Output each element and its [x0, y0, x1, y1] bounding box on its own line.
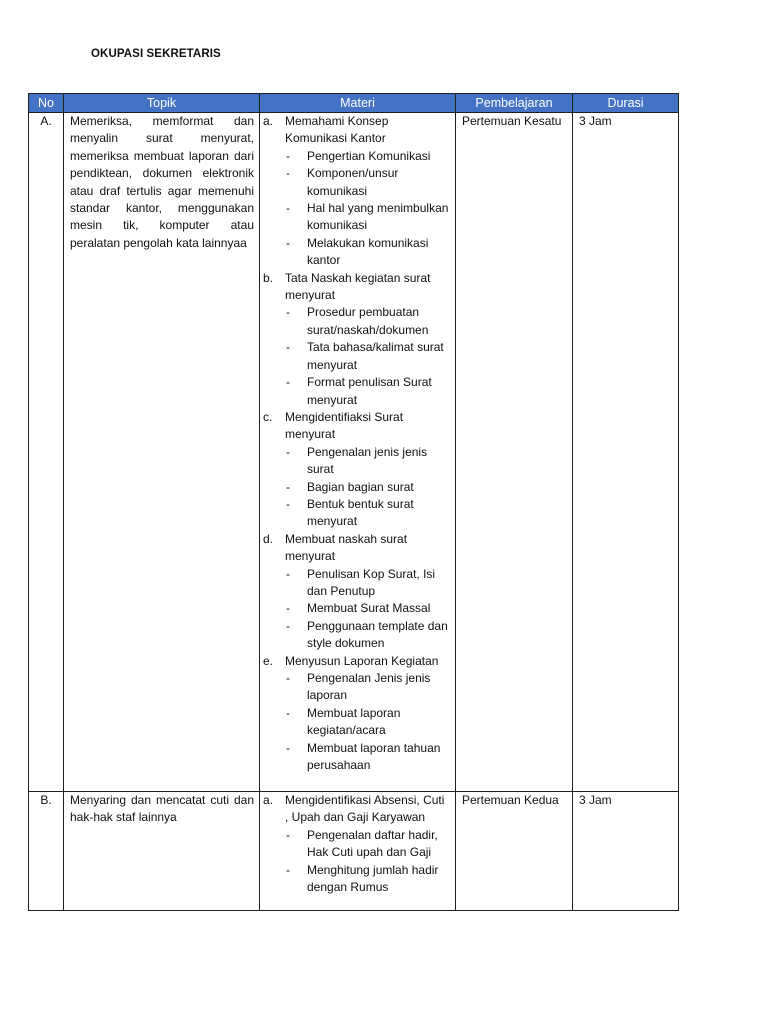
dash-bullet-icon: - — [286, 166, 290, 181]
materi-sub-text: Bagian bagian surat — [307, 479, 414, 494]
materi-sub-item — [285, 235, 450, 270]
materi-sub-item — [285, 339, 450, 374]
dash-bullet-icon: - — [286, 340, 290, 355]
dash-bullet-icon: - — [286, 740, 290, 755]
materi-sub-item — [285, 304, 450, 339]
header-materi: Materi — [260, 94, 456, 113]
materi-sub-item — [285, 444, 450, 479]
dash-bullet-icon: - — [286, 827, 290, 842]
materi-sub-list — [285, 566, 450, 653]
materi-sub-item — [285, 200, 450, 235]
materi-letter: b. — [263, 270, 274, 285]
dash-bullet-icon: - — [286, 148, 290, 163]
materi-title: Menyusun Laporan Kegiatan — [285, 653, 439, 668]
dash-bullet-icon: - — [286, 862, 290, 877]
materi-list — [263, 113, 450, 774]
materi-sub-text: Melakukan komunikasi kantor — [307, 235, 429, 268]
materi-sub-item — [285, 165, 450, 200]
materi-list — [263, 792, 450, 896]
materi-sub-list — [285, 444, 450, 531]
header-durasi: Durasi — [573, 94, 679, 113]
materi-sub-list — [285, 670, 450, 774]
materi-sub-text: Penggunaan template dan style dokumen — [307, 618, 448, 651]
dash-bullet-icon: - — [286, 496, 290, 511]
materi-letter: e. — [263, 653, 274, 668]
materi-sub-list — [285, 304, 450, 408]
materi-sub-text: Bentuk bentuk surat menyurat — [307, 496, 414, 529]
dash-bullet-icon: - — [286, 479, 290, 494]
materi-item — [263, 270, 450, 409]
materi-item — [263, 409, 450, 531]
materi-sub-item — [285, 827, 450, 862]
materi-sub-item — [285, 566, 450, 601]
materi-sub-list — [285, 148, 450, 270]
materi-sub-item — [285, 600, 450, 617]
materi-sub-text: Pengenalan jenis jenis surat — [307, 444, 428, 477]
materi-sub-text: Pengertian Komunikasi — [307, 148, 431, 163]
dash-bullet-icon: - — [286, 444, 290, 459]
materi-sub-item — [285, 496, 450, 531]
materi-title: Memahami Konsep Komunikasi Kantor — [285, 114, 389, 146]
materi-sub-text: Tata bahasa/kalimat surat menyurat — [307, 340, 444, 372]
materi-sub-text: Format penulisan Surat menyurat — [307, 375, 432, 407]
materi-sub-list — [285, 827, 450, 897]
cell-materi — [260, 792, 456, 911]
materi-sub-item — [285, 618, 450, 653]
dash-bullet-icon: - — [286, 705, 290, 720]
materi-item — [263, 792, 450, 896]
header-pembelajaran: Pembelajaran — [456, 94, 573, 113]
materi-item — [263, 113, 450, 270]
materi-sub-item — [285, 670, 450, 705]
materi-sub-text: Menghitung jumlah hadir dengan Rumus — [307, 862, 439, 895]
materi-sub-text: Membuat Surat Massal — [307, 601, 431, 616]
materi-sub-item — [285, 374, 450, 409]
header-no: No — [29, 94, 64, 113]
materi-title: Tata Naskah kegiatan surat menyurat — [285, 270, 431, 303]
materi-sub-item — [285, 479, 450, 496]
table-row — [29, 113, 679, 792]
cell-topik: Menyaring dan mencatat cuti dan hak-hak staf lainnya — [64, 792, 260, 911]
document-title: OKUPASI SEKRETARIS — [91, 48, 221, 60]
dash-bullet-icon: - — [286, 601, 290, 616]
materi-title: Mengidentifikasi Absensi, Cuti , Upah dan Gaji Karyawan — [285, 793, 445, 825]
materi-sub-item — [285, 862, 450, 897]
materi-item — [263, 653, 450, 775]
table-row — [29, 792, 679, 911]
cell-no: A. — [29, 113, 64, 792]
cell-pembelajaran: Pertemuan Kedua — [456, 792, 573, 911]
header-topik: Topik — [64, 94, 260, 113]
dash-bullet-icon: - — [286, 305, 290, 320]
materi-letter: a. — [263, 793, 274, 807]
cell-no: B. — [29, 792, 64, 911]
dash-bullet-icon: - — [286, 375, 290, 390]
materi-letter: a. — [263, 114, 274, 128]
materi-sub-text: Prosedur pembuatan surat/naskah/dokumen — [307, 305, 429, 337]
materi-title: Membuat naskah surat menyurat — [285, 531, 408, 564]
materi-sub-text: Hal hal yang menimbulkan komunikasi — [307, 201, 449, 233]
dash-bullet-icon: - — [286, 235, 290, 250]
materi-sub-item — [285, 740, 450, 775]
materi-letter: c. — [263, 409, 273, 424]
materi-sub-text: Membuat laporan tahuan perusahaan — [307, 740, 441, 773]
cell-durasi: 3 Jam — [573, 792, 679, 911]
cell-pembelajaran: Pertemuan Kesatu — [456, 113, 573, 792]
syllabus-table — [28, 93, 679, 911]
materi-sub-text: Membuat laporan kegiatan/acara — [307, 705, 401, 738]
dash-bullet-icon: - — [286, 201, 290, 216]
table-header-row — [29, 94, 679, 113]
materi-sub-text: Penulisan Kop Surat, Isi dan Penutup — [307, 566, 436, 598]
materi-item — [263, 531, 450, 653]
dash-bullet-icon: - — [286, 671, 290, 685]
materi-sub-item — [285, 148, 450, 165]
materi-sub-text: Pengenalan daftar hadir, Hak Cuti upah dan Gaji — [307, 827, 438, 860]
dash-bullet-icon: - — [286, 566, 290, 581]
materi-title: Mengidentifiaksi Surat menyurat — [285, 409, 404, 442]
materi-sub-text: Pengenalan Jenis jenis laporan — [307, 671, 431, 703]
dash-bullet-icon: - — [286, 618, 290, 633]
cell-materi — [260, 113, 456, 792]
materi-sub-item — [285, 705, 450, 740]
cell-topik: Memeriksa, memformat dan menyalin surat menyurat, memeriksa membuat laporan dari pendiktean, dokumen elektronik atau draf tertulis agar memenuhi standar kantor, menggunakan mesin tik, komputer atau peralatan pengolah kata lainnyaa — [64, 113, 260, 792]
materi-sub-text: Komponen/unsur komunikasi — [307, 166, 399, 198]
materi-letter: d. — [263, 531, 274, 546]
cell-durasi: 3 Jam — [573, 113, 679, 792]
